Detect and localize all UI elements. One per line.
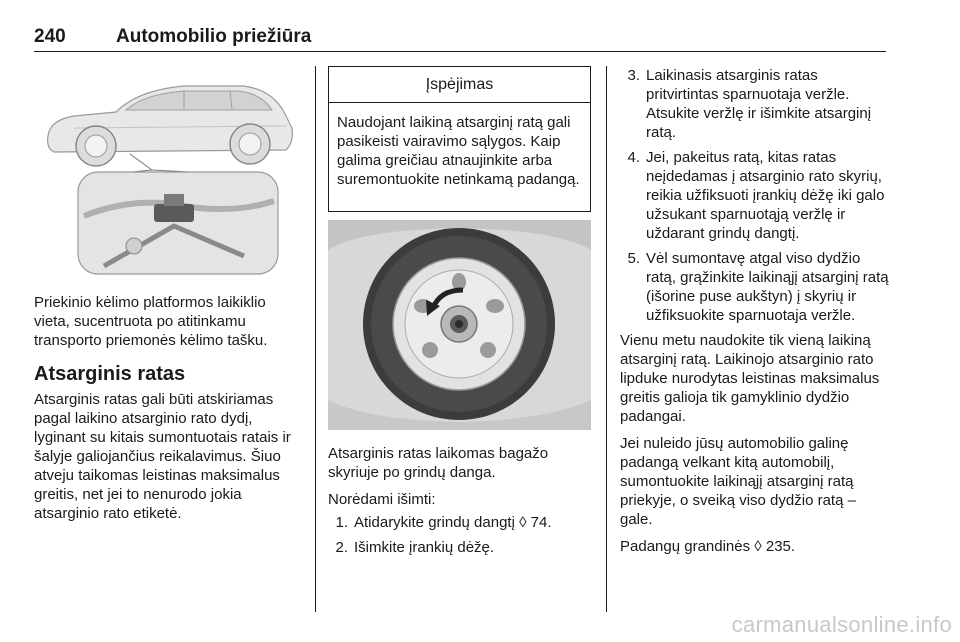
page-title: Automobilio priežiūra [116, 26, 312, 47]
left-column [34, 293, 302, 531]
page-number: 240 [34, 26, 66, 47]
warning-title: Įspėjimas [329, 67, 590, 103]
warning-box [328, 66, 591, 212]
car-lift-point-illustration [34, 66, 298, 276]
car-lift-point-figure [34, 66, 298, 276]
step-number: 4. [627, 149, 640, 166]
temporary-spare-note: Vienu metu naudokite tik vieną laikiną atsarginį ratą. Laikinojo atsarginio rato lipduke nurodytas leistinas maksimalus greitis galioja tik gamyklinio dydžio padangai. [620, 332, 880, 425]
step-number: 5. [627, 250, 640, 267]
step-text: Jei, pakeitus ratą, kitas ratas neįdedamas į atsarginio rato skyrių, reikia užfiksuoti įrankių dėžę iki galo užsukant sparnuotąją veržlę ir uždarant grindų dangtį. [646, 149, 885, 242]
list-item [620, 148, 892, 243]
column-divider-2 [606, 66, 607, 612]
spare-wheel-illustration [328, 220, 591, 430]
column-divider-1 [315, 66, 316, 612]
towing-note: Jei nuleido jūsų automobilio galinę padangą velkant kitą automobilį, sumontuokite laikinąjį atsarginį ratą priekyje, o sveiką viso dydžio ratą – gale. [620, 435, 856, 528]
tyre-chains-reference: Padangų grandinės ◊ 235. [620, 538, 796, 555]
step-number: 2. [335, 539, 348, 556]
step-text: Vėl sumontavę atgal viso dydžio ratą, grąžinkite laikinąjį atsarginį ratą (išorine puse aukštyn) į skyrių ir užfiksuokite sparnuotaja veržle. [646, 250, 889, 324]
step-number: 3. [627, 67, 640, 84]
list-item [328, 538, 591, 557]
warning-text: Naudojant laikiną atsarginį ratą gali pasikeisti vairavimo sąlygos. Kaip galima greičiau atnaujinkite arba suremontuokite netinkamą padangą. [337, 114, 580, 188]
watermark: carmanualsonline.info [731, 612, 952, 637]
right-column [620, 66, 892, 564]
step-text: Išimkite įrankių dėžę. [354, 539, 495, 556]
list-item [620, 66, 892, 142]
list-item [328, 513, 591, 532]
spare-wheel-location: Atsarginis ratas laikomas bagažo skyriuje po grindų danga. [328, 445, 549, 481]
section-heading-spare-wheel: Atsarginis ratas [34, 363, 186, 385]
step-number: 1. [335, 514, 348, 531]
step-text: Atidarykite grindų dangtį ◊ 74. [354, 514, 552, 531]
middle-column [328, 444, 591, 563]
removal-steps-continued [620, 66, 892, 325]
step-text: Laikinasis atsarginis ratas pritvirtintas sparnuotaja veržle. Atsukite veržlę ir išimkite atsarginį ratą. [646, 67, 872, 141]
list-item [620, 249, 892, 325]
spare-wheel-figure [328, 220, 591, 430]
spare-wheel-description: Atsarginis ratas gali būti atskiriamas pagal laikino atsarginio rato dydį, lyginant su kitais sumontuotais ratais ir šalyje galiojančius reikalavimus. Šiuo atveju taikomas leistinas maksimalus greitis, net jei to nenurodo jokia atsarginio rato etiketė. [34, 391, 291, 522]
page-header [34, 26, 886, 52]
removal-intro: Norėdami išimti: [328, 491, 436, 508]
figure-caption: Priekinio kėlimo platformos laikiklio vieta, sucentruota po atitinkamu transporto priemonės kėlimo tašku. [34, 294, 268, 349]
removal-steps-list [328, 513, 591, 557]
